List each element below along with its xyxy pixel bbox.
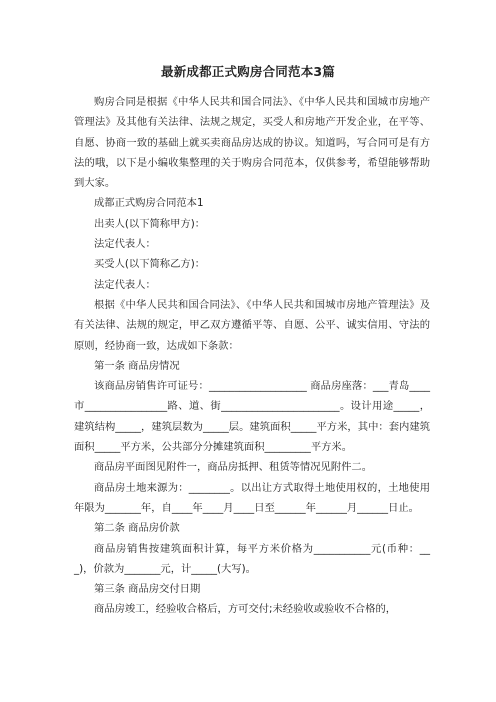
article-1-property-details: 该商品房销售许可证号：___________________ 商品房座落：___青岛____市________________路、道、街_______________________。设计用途_____，建筑结构_____，建筑层数为_____层。建筑面积_____平方米，其中：套内建筑面积_____平方米，公共部分分摊建筑面积_________平方米。	[74, 380, 430, 454]
article-2-heading: 第二条 商品房价款	[94, 522, 180, 535]
document-body	[74, 92, 430, 620]
article-1-attachments: 商品房平面图见附件一，商品房抵押、租赁等情况见附件二。	[94, 461, 373, 474]
buyer-legal-rep-line: 法定代表人：	[94, 278, 156, 291]
seller-legal-rep-line: 法定代表人：	[94, 238, 156, 251]
article-3-delivery: 商品房竣工，经验收合格后，方可交付;未经验收或验收不合格的，	[94, 603, 397, 616]
legal-basis-paragraph: 根据《中华人民共和国合同法》、《中华人民共和国城市房地产管理法》及有关法律、法规的规定，甲乙双方遵循平等、自愿、公平、诚实信用、守法的原则，经协商一致，达成如下条款：	[74, 298, 430, 352]
contract-heading: 成都正式购房合同范本1	[94, 197, 204, 210]
buyer-line: 买受人(以下简称乙方)：	[94, 258, 206, 271]
seller-line: 出卖人(以下简称甲方)：	[94, 217, 206, 230]
article-3-heading: 第三条 商品房交付日期	[94, 583, 201, 596]
article-2-price: 商品房销售按建筑面积计算，每平方米价格为___________元(币种：___)，价款为_______元，计_____(大写)。	[74, 542, 430, 575]
article-1-heading: 第一条 商品房情况	[94, 359, 180, 372]
intro-paragraph: 购房合同是根据《中华人民共和国合同法》、《中华人民共和国城市房地产管理法》及其他有关法律、法规之规定，买受人和房地产开发企业，在平等、自愿、协商一致的基础上就买卖商品房达成的协议。知道吗，写合同可是有方法的哦，以下是小编收集整理的关于购房合同范本，仅供参考，希望能够帮助到大家。	[74, 96, 430, 190]
article-1-land-source: 商品房土地来源为：________。以出让方式取得土地使用权的，土地使用年限为_______年，自____年____月____日至______年______月______日止。	[74, 481, 430, 514]
document-title: 最新成都正式购房合同范本3篇	[161, 64, 335, 79]
